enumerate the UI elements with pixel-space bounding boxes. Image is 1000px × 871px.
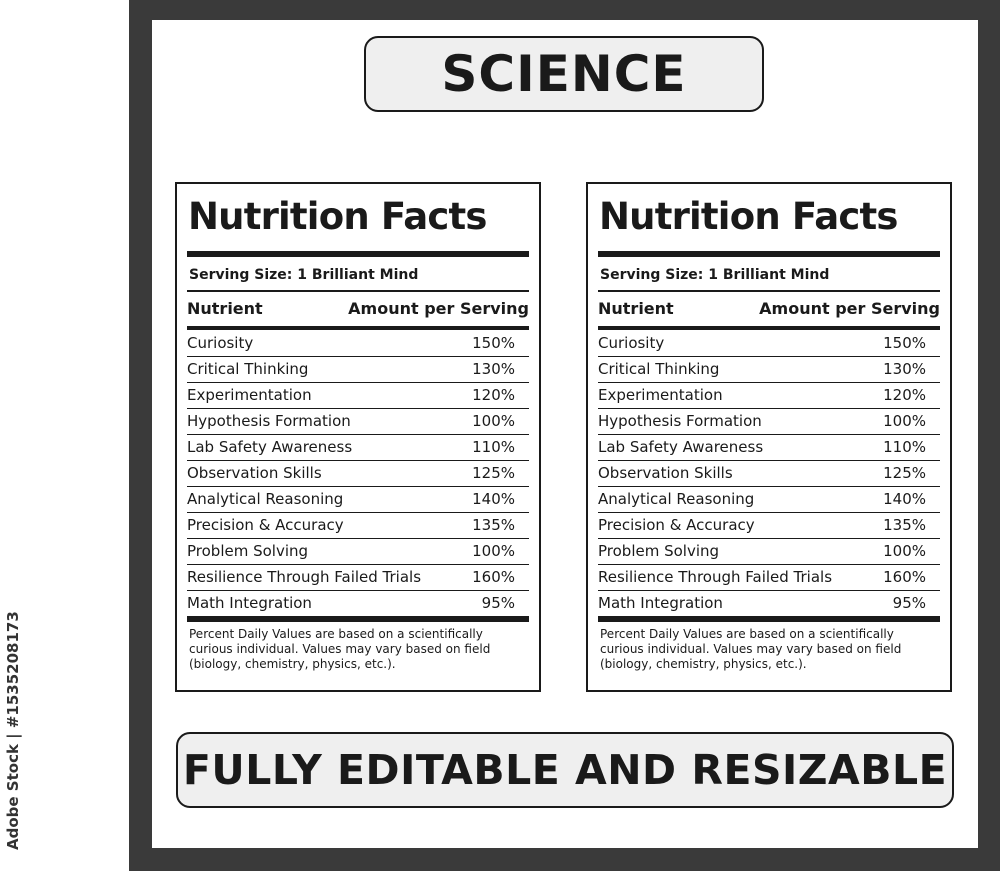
nutrition-label-right bbox=[586, 182, 952, 692]
nutrient-row bbox=[598, 435, 940, 461]
editable-banner: FULLY EDITABLE AND RESIZABLE bbox=[176, 732, 954, 808]
column-amount: Amount per Serving bbox=[759, 299, 940, 318]
nutrient-list bbox=[598, 331, 940, 616]
nutrient-name: Precision & Accuracy bbox=[598, 516, 755, 534]
nutrient-percent: 135% bbox=[883, 516, 926, 534]
nutrient-percent: 135% bbox=[472, 516, 515, 534]
nutrient-percent: 110% bbox=[472, 438, 515, 456]
nutrient-row bbox=[598, 565, 940, 591]
column-header bbox=[187, 292, 529, 326]
nutrition-facts-title: Nutrition Facts bbox=[599, 195, 898, 238]
nutrient-name: Lab Safety Awareness bbox=[187, 438, 353, 456]
nutrient-percent: 140% bbox=[883, 490, 926, 508]
nutrient-name: Math Integration bbox=[598, 594, 723, 612]
nutrient-row bbox=[598, 487, 940, 513]
nutrient-row bbox=[598, 591, 940, 616]
column-amount: Amount per Serving bbox=[348, 299, 529, 318]
nutrient-percent: 140% bbox=[472, 490, 515, 508]
nutrient-name: Precision & Accuracy bbox=[187, 516, 344, 534]
nutrient-percent: 150% bbox=[472, 334, 515, 352]
column-header bbox=[598, 292, 940, 326]
nutrient-name: Analytical Reasoning bbox=[598, 490, 755, 508]
divider bbox=[187, 326, 529, 330]
footnote: Percent Daily Values are based on a scientifically curious individual. Values may vary based on field (biology, chemistry, physics, etc.). bbox=[600, 626, 902, 671]
nutrient-row bbox=[187, 357, 529, 383]
nutrient-name: Lab Safety Awareness bbox=[598, 438, 764, 456]
nutrient-name: Resilience Through Failed Trials bbox=[598, 568, 833, 586]
nutrient-row bbox=[598, 331, 940, 357]
nutrient-percent: 120% bbox=[472, 386, 515, 404]
nutrient-name: Analytical Reasoning bbox=[187, 490, 344, 508]
nutrient-row bbox=[187, 409, 529, 435]
nutrient-percent: 95% bbox=[892, 594, 926, 612]
stock-id-text: Adobe Stock | #1535208173 bbox=[4, 611, 22, 850]
serving-size: Serving Size: 1 Brilliant Mind bbox=[189, 267, 419, 283]
nutrient-row bbox=[187, 487, 529, 513]
nutrient-percent: 160% bbox=[472, 568, 515, 586]
nutrient-name: Critical Thinking bbox=[187, 360, 309, 378]
nutrient-percent: 130% bbox=[472, 360, 515, 378]
divider bbox=[598, 326, 940, 330]
nutrient-row bbox=[598, 461, 940, 487]
nutrient-row bbox=[187, 513, 529, 539]
nutrition-facts-title: Nutrition Facts bbox=[188, 195, 487, 238]
nutrient-name: Curiosity bbox=[598, 334, 665, 352]
nutrient-row bbox=[598, 409, 940, 435]
serving-size: Serving Size: 1 Brilliant Mind bbox=[600, 267, 830, 283]
nutrient-percent: 160% bbox=[883, 568, 926, 586]
nutrient-row bbox=[187, 383, 529, 409]
nutrient-row bbox=[598, 513, 940, 539]
footnote: Percent Daily Values are based on a scientifically curious individual. Values may vary based on field (biology, chemistry, physics, etc.). bbox=[189, 626, 491, 671]
nutrient-name: Hypothesis Formation bbox=[187, 412, 351, 430]
nutrient-row bbox=[598, 357, 940, 383]
nutrient-name: Observation Skills bbox=[187, 464, 322, 482]
nutrient-name: Experimentation bbox=[187, 386, 312, 404]
nutrient-percent: 100% bbox=[472, 542, 515, 560]
column-nutrient: Nutrient bbox=[187, 299, 263, 318]
nutrient-name: Math Integration bbox=[187, 594, 312, 612]
page-title: SCIENCE bbox=[364, 36, 764, 112]
nutrient-name: Hypothesis Formation bbox=[598, 412, 762, 430]
nutrient-name: Problem Solving bbox=[598, 542, 720, 560]
nutrition-label-left bbox=[175, 182, 541, 692]
column-nutrient: Nutrient bbox=[598, 299, 674, 318]
nutrient-percent: 95% bbox=[481, 594, 515, 612]
nutrient-name: Problem Solving bbox=[187, 542, 309, 560]
nutrient-name: Resilience Through Failed Trials bbox=[187, 568, 422, 586]
nutrient-name: Critical Thinking bbox=[598, 360, 720, 378]
nutrient-percent: 110% bbox=[883, 438, 926, 456]
nutrient-row bbox=[187, 435, 529, 461]
nutrient-row bbox=[187, 461, 529, 487]
nutrient-row bbox=[187, 565, 529, 591]
nutrient-percent: 100% bbox=[472, 412, 515, 430]
nutrient-percent: 130% bbox=[883, 360, 926, 378]
nutrient-row bbox=[187, 539, 529, 565]
nutrient-percent: 100% bbox=[883, 542, 926, 560]
nutrient-percent: 150% bbox=[883, 334, 926, 352]
nutrient-list bbox=[187, 331, 529, 616]
nutrient-percent: 125% bbox=[472, 464, 515, 482]
nutrient-row bbox=[598, 539, 940, 565]
nutrient-row bbox=[187, 331, 529, 357]
nutrient-name: Experimentation bbox=[598, 386, 723, 404]
stock-id-sidebar bbox=[0, 560, 46, 871]
nutrient-name: Observation Skills bbox=[598, 464, 733, 482]
nutrient-name: Curiosity bbox=[187, 334, 254, 352]
nutrient-percent: 100% bbox=[883, 412, 926, 430]
nutrient-row bbox=[187, 591, 529, 616]
nutrient-percent: 125% bbox=[883, 464, 926, 482]
nutrient-row bbox=[598, 383, 940, 409]
nutrient-percent: 120% bbox=[883, 386, 926, 404]
